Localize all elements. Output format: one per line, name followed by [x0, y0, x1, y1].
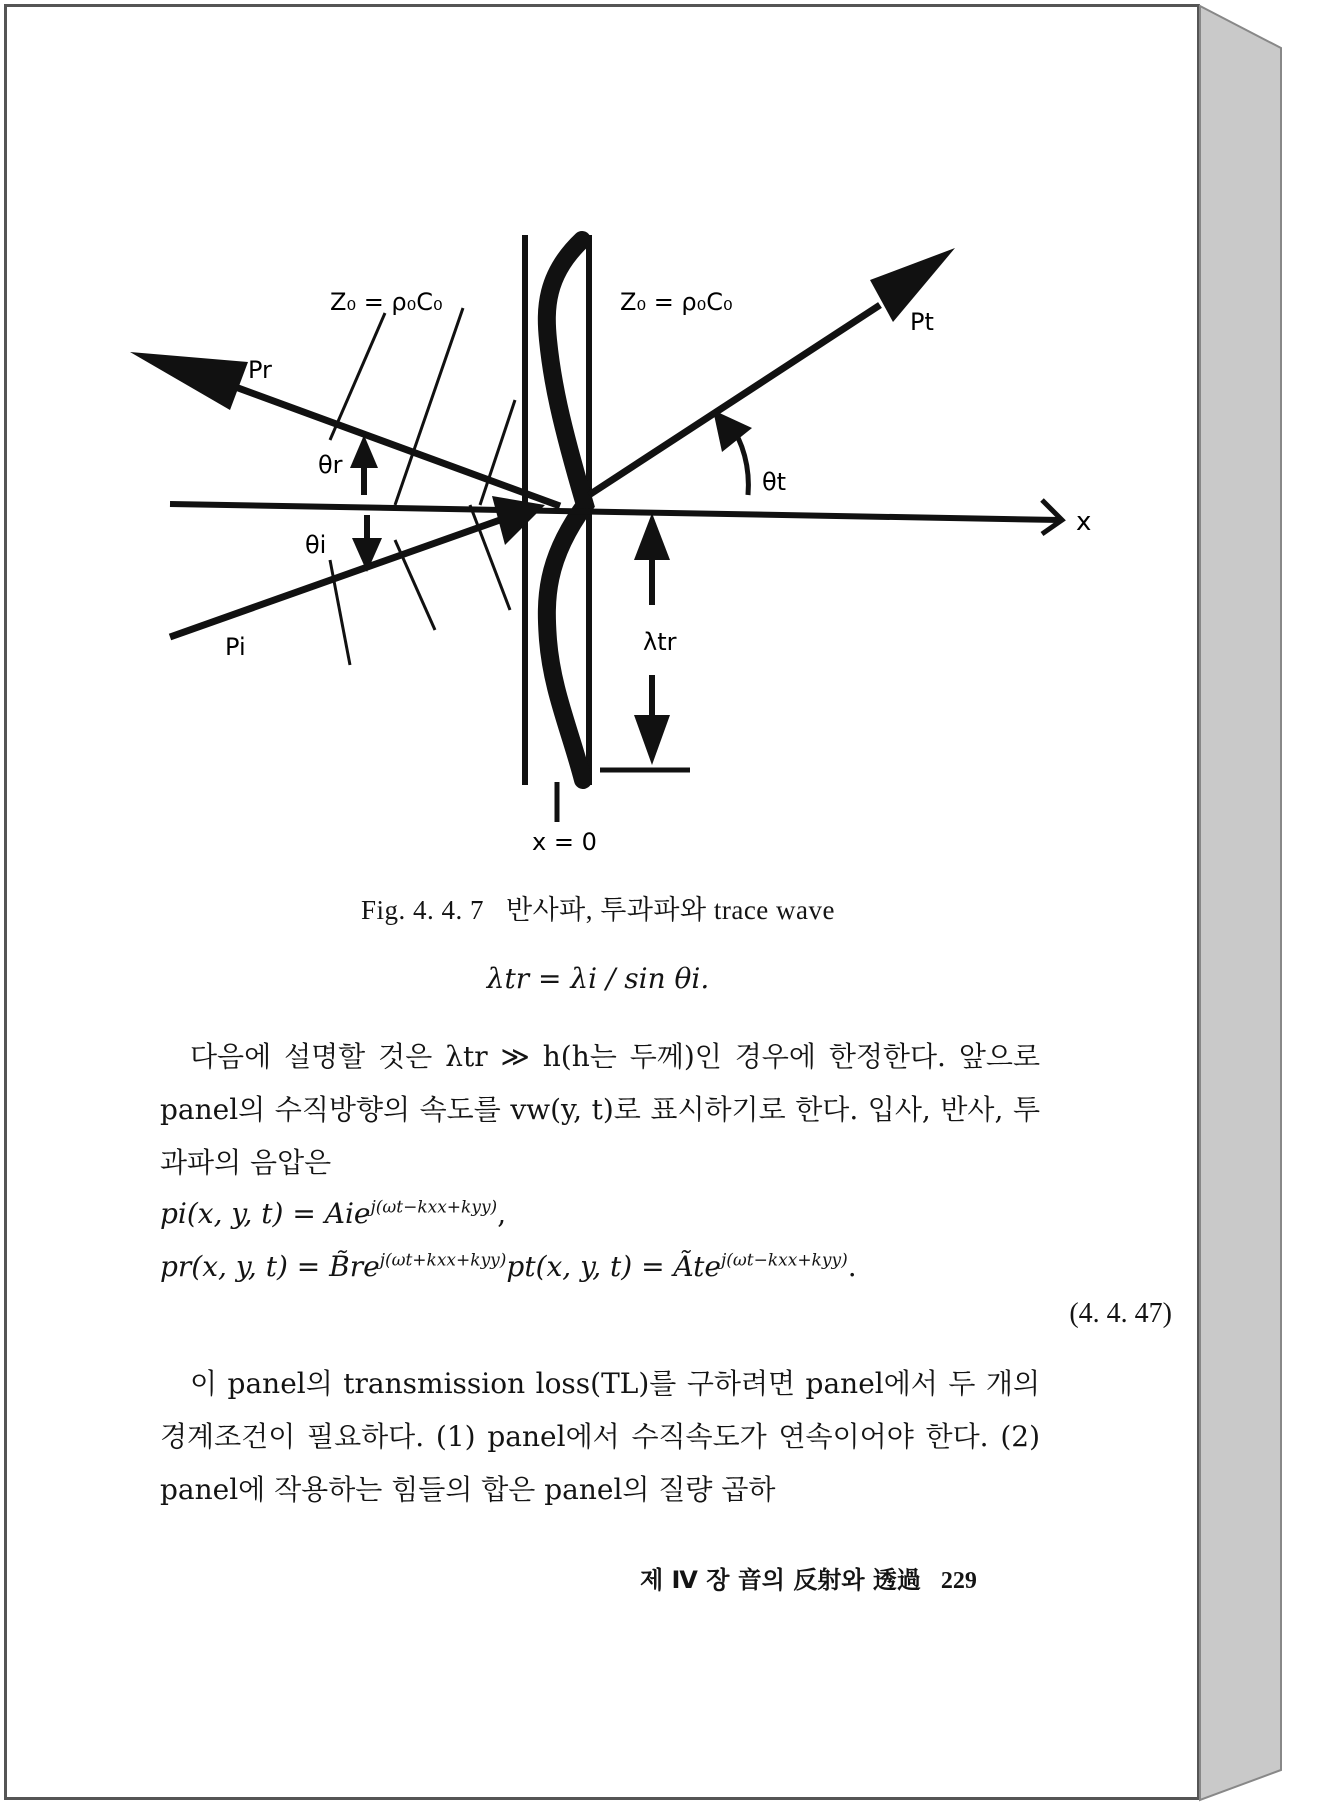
equation-number: (4. 4. 47) — [1069, 1298, 1172, 1329]
theta-t-label: θt — [762, 468, 787, 496]
x-axis — [170, 504, 1060, 520]
x-axis-label: x — [1076, 507, 1092, 537]
transmitted-ray — [589, 305, 880, 495]
running-footer — [640, 1560, 977, 1595]
equation-pr-pt — [160, 1250, 1040, 1283]
eq-pi-main: pi(x, y, t) = Aie — [160, 1197, 371, 1230]
wavefront — [330, 313, 385, 440]
theta-r-label: θr — [318, 451, 343, 479]
x0-label: x = 0 — [532, 828, 597, 856]
incident-arrowhead — [492, 496, 545, 545]
theta-i-label: θi — [305, 531, 327, 559]
footer-chapter: 제 Ⅳ 장 音의 反射와 透過 — [640, 1566, 921, 1594]
lambda-equation: λtr = λi / sin θi. — [486, 962, 710, 995]
pi-label: Pi — [225, 633, 246, 661]
transmission-figure — [0, 0, 1200, 860]
paragraph-1-text: 다음에 설명할 것은 λtr ≫ h(h는 두께)인 경우에 한정한다. 앞으로 panel의 수직방향의 속도를 vw(y, t)로 표시하기로 한다. 입사, 반사, 투과파의 음압은 — [160, 1040, 1040, 1179]
page-number: 229 — [940, 1568, 977, 1594]
eq-pr-main: pr(x, y, t) = B̃re — [160, 1250, 380, 1283]
caption-label: Fig. 4. 4. 7 — [360, 895, 485, 925]
pt-label: Pt — [910, 308, 934, 336]
lambda-tr-label: λtr — [643, 628, 677, 656]
z0-left-label: Z₀ = ρ₀C₀ — [330, 288, 443, 316]
pr-label: Pr — [248, 356, 272, 384]
reflected-ray — [230, 385, 560, 506]
lambda-up-arrowhead — [634, 513, 670, 560]
eq-pr-exponent: j(ωt+kxx+kyy) — [379, 1250, 507, 1271]
paragraph-2 — [160, 1357, 1040, 1516]
lambda-down-arrowhead — [634, 715, 670, 765]
eq-pi-comma: , — [497, 1197, 507, 1230]
paragraph-1 — [160, 1030, 1040, 1189]
equation-pi — [160, 1197, 1040, 1230]
eq-pt-main: pt(x, y, t) = Ãte — [506, 1250, 721, 1283]
eq-pi-exponent: j(ωt−kxx+kyy) — [370, 1197, 498, 1218]
figure-caption — [0, 888, 1196, 927]
eq-pt-exponent: j(ωt−kxx+kyy) — [721, 1250, 848, 1271]
z0-right-label: Z₀ = ρ₀C₀ — [620, 288, 733, 316]
caption-text: 반사파, 투과파와 trace wave — [506, 895, 835, 925]
wavefront — [395, 308, 463, 505]
reflected-arrowhead — [130, 352, 248, 410]
paragraph-2-text: 이 panel의 transmission loss(TL)를 구하려면 panel에서 두 개의 경계조건이 필요하다. (1) panel에서 수직속도가 연속이어야 한다. (2) panel에 작용하는 힘들의 합은 panel의 질량 곱하 — [160, 1367, 1040, 1506]
eq-pt-period: . — [847, 1250, 857, 1283]
theta-t-arrowhead — [713, 410, 752, 452]
